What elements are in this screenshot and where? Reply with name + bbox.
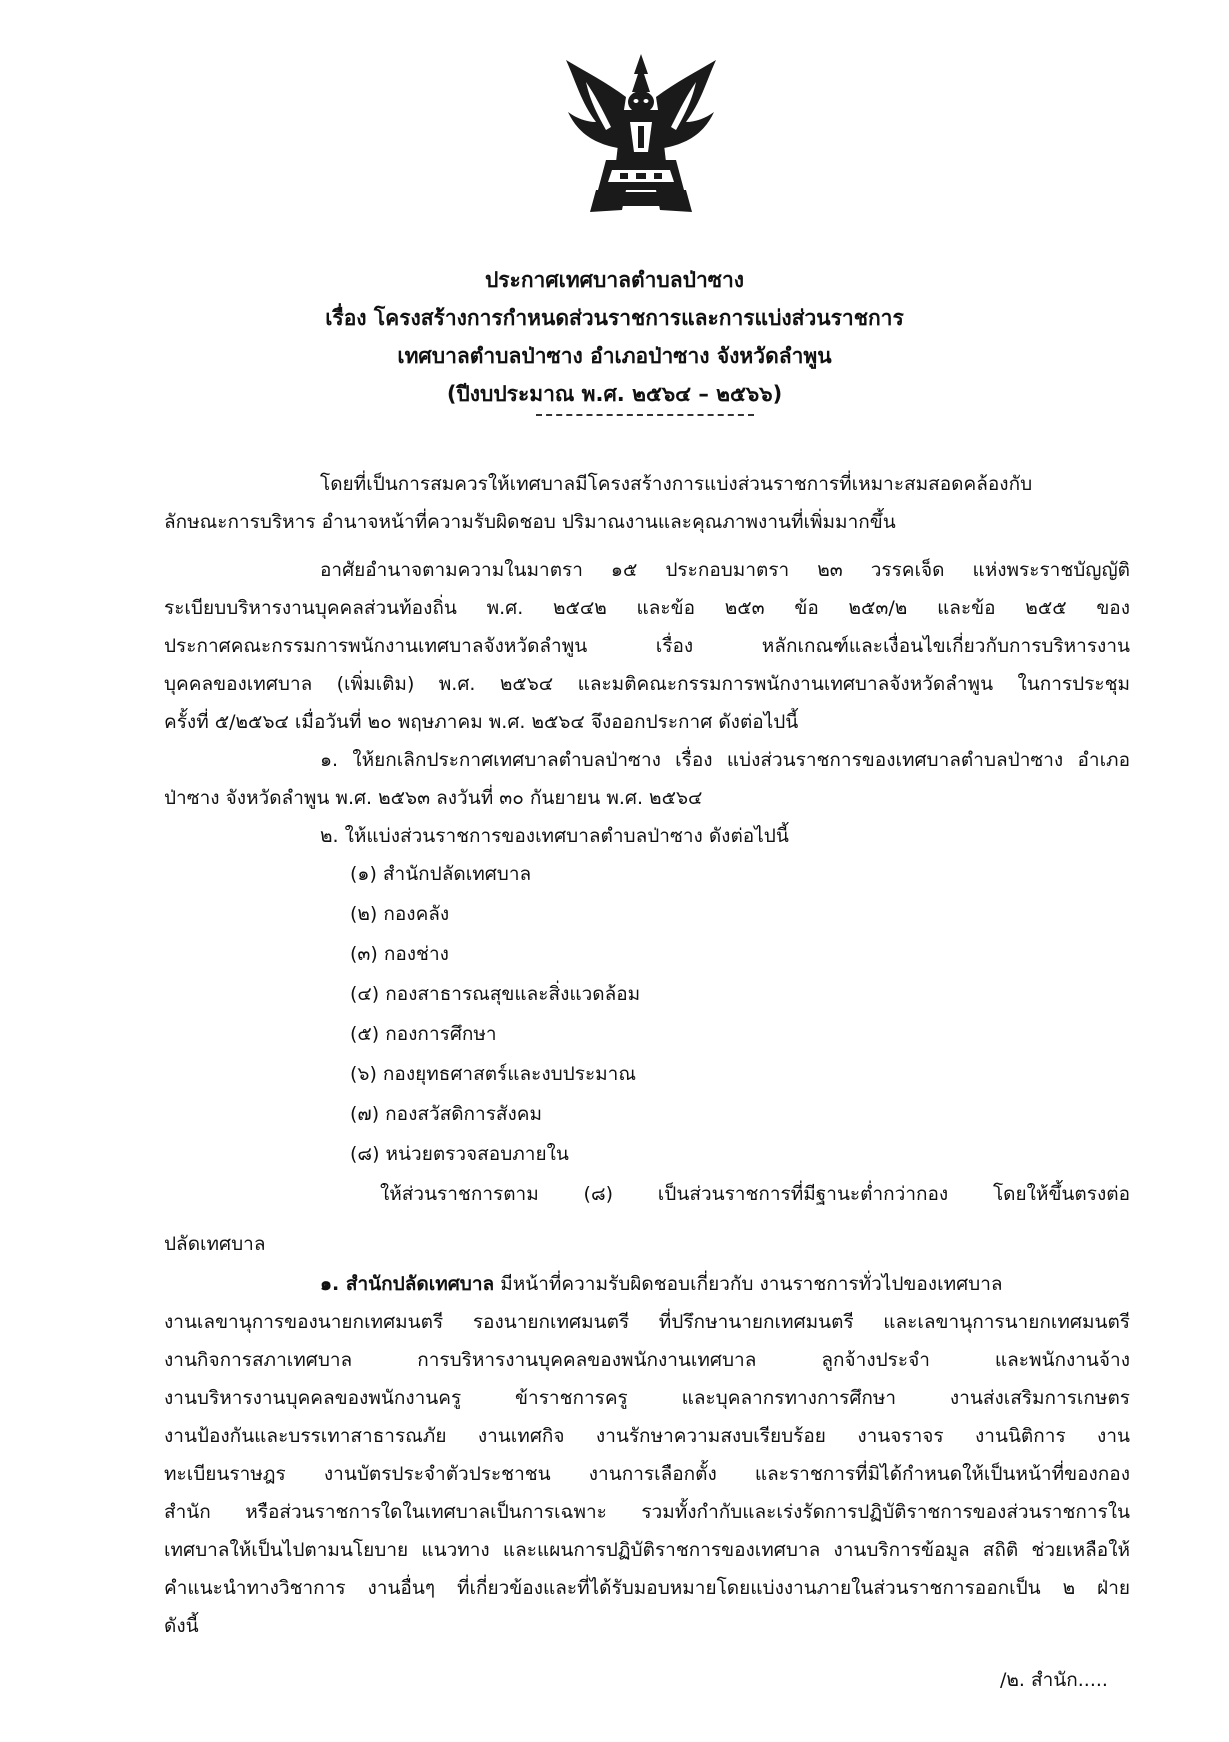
document-title: ประกาศเทศบาลตำบลป่าซาง	[484, 268, 745, 292]
section1-line: งานบริหารงานบุคคลของพนักงานครู ข้าราชการครู และบุคลากรทางการศึกษา งานส่งเสริมการเกษตร	[164, 1387, 1130, 1409]
page-continuation: /๒. สำนัก.....	[1000, 1669, 1108, 1691]
clause2-line: ๒. ให้แบ่งส่วนราชการของเทศบาลตำบลป่าซาง ดังต่อไปนี้	[320, 825, 789, 847]
intro-line: โดยที่เป็นการสมควรให้เทศบาลมีโครงสร้างการแบ่งส่วนราชการที่เหมาะสมสอดคล้องกับ	[320, 473, 1033, 495]
unit-item: (๒) กองคลัง	[350, 903, 450, 925]
section1-line: งานเลขานุการของนายกเทศมนตรี รองนายกเทศมนตรี ที่ปรึกษานายกเทศมนตรี และเลขานุการนายกเทศมนตรี	[164, 1311, 1130, 1333]
document-period: (ปีงบประมาณ พ.ศ. ๒๕๖๔ – ๒๕๖๖)	[446, 382, 783, 406]
unit-note-line: ให้ส่วนราชการตาม (๘) เป็นส่วนราชการที่มีฐานะต่ำกว่ากอง โดยให้ขึ้นตรงต่อ	[380, 1183, 1130, 1205]
unit-item: (๗) กองสวัสดิการสังคม	[350, 1103, 543, 1125]
unit-item: (๕) กองการศึกษา	[350, 1023, 497, 1045]
title-divider	[536, 414, 754, 416]
authority-line: อาศัยอำนาจตามความในมาตรา ๑๕ ประกอบมาตรา ๒๓ วรรคเจ็ด แห่งพระราชบัญญัติ	[320, 559, 1130, 581]
section1-first-line	[320, 1270, 1130, 1298]
document-org: เทศบาลตำบลป่าซาง อำเภอป่าซาง จังหวัดลำพูน	[397, 344, 832, 368]
section1-line: สำนัก หรือส่วนราชการใดในเทศบาลเป็นการเฉพาะ รวมทั้งกำกับและเร่งรัดการปฏิบัติราชการของส่วนราชการใน	[164, 1501, 1130, 1523]
unit-item: (๔) กองสาธารณสุขและสิ่งแวดล้อม	[350, 983, 641, 1005]
section1-first-text: มีหน้าที่ความรับผิดชอบเกี่ยวกับ งานราชการทั่วไปของเทศบาล	[494, 1273, 1003, 1295]
authority-line: บุคคลของเทศบาล (เพิ่มเติม) พ.ศ. ๒๕๖๔ และมติคณะกรรมการพนักงานเทศบาลจังหวัดลำพูน ในการประชุม	[164, 673, 1130, 695]
document-subject: เรื่อง โครงสร้างการกำหนดส่วนราชการและการแบ่งส่วนราชการ	[325, 306, 904, 330]
unit-note-line: ปลัดเทศบาล	[164, 1233, 266, 1255]
section1-line: งานกิจการสภาเทศบาล การบริหารงานบุคคลของพนักงานเทศบาล ลูกจ้างประจำ และพนักงานจ้าง	[164, 1349, 1130, 1371]
unit-item: (๓) กองช่าง	[350, 943, 449, 965]
section1-line: ดังนี้	[164, 1615, 199, 1637]
garuda-emblem-icon	[556, 52, 726, 222]
section1-line: งานป้องกันและบรรเทาสาธารณภัย งานเทศกิจ งานรักษาความสงบเรียบร้อย งานจราจร งานนิติการ งาน	[164, 1425, 1130, 1447]
section1-line: ทะเบียนราษฎร งานบัตรประจำตัวประชาชน งานการเลือกตั้ง และราชการที่มิได้กำหนดให้เป็นหน้าที่ของกอง	[164, 1463, 1130, 1485]
unit-item: (๑) สำนักปลัดเทศบาล	[350, 863, 532, 885]
clause1-line: ป่าซาง จังหวัดลำพูน พ.ศ. ๒๕๖๓ ลงวันที่ ๓๐ กันยายน พ.ศ. ๒๕๖๔	[164, 787, 703, 809]
clause1-line: ๑. ให้ยกเลิกประกาศเทศบาลตำบลป่าซาง เรื่อง แบ่งส่วนราชการของเทศบาลตำบลป่าซาง อำเภอ	[320, 749, 1130, 771]
section1-line: เทศบาลให้เป็นไปตามนโยบาย แนวทาง และแผนการปฏิบัติราชการของเทศบาล งานบริการข้อมูล สถิติ ช่วยเหลือให้	[164, 1539, 1130, 1561]
authority-line: ระเบียบบริหารงานบุคคลส่วนท้องถิ่น พ.ศ. ๒๕๔๒ และข้อ ๒๕๓ ข้อ ๒๕๓/๒ และข้อ ๒๕๕ ของ	[164, 597, 1130, 619]
unit-item: (๘) หน่วยตรวจสอบภายใน	[350, 1143, 569, 1165]
authority-line: ครั้งที่ ๕/๒๕๖๔ เมื่อวันที่ ๒๐ พฤษภาคม พ.ศ. ๒๕๖๔ จึงออกประกาศ ดังต่อไปนี้	[164, 711, 799, 733]
section1-heading: ๑. สำนักปลัดเทศบาล	[320, 1273, 495, 1295]
intro-line: ลักษณะการบริหาร อำนาจหน้าที่ความรับผิดชอบ ปริมาณงานและคุณภาพงานที่เพิ่มมากขึ้น	[164, 511, 896, 533]
authority-line: ประกาศคณะกรรมการพนักงานเทศบาลจังหวัดลำพูน เรื่อง หลักเกณฑ์และเงื่อนไขเกี่ยวกับการบริหารงาน	[164, 635, 1130, 657]
unit-item: (๖) กองยุทธศาสตร์และงบประมาณ	[350, 1063, 636, 1085]
section1-line: คำแนะนำทางวิชาการ งานอื่นๆ ที่เกี่ยวข้องและที่ได้รับมอบหมายโดยแบ่งงานภายในส่วนราชการออกเป็น ๒ ฝ่าย	[164, 1577, 1130, 1599]
